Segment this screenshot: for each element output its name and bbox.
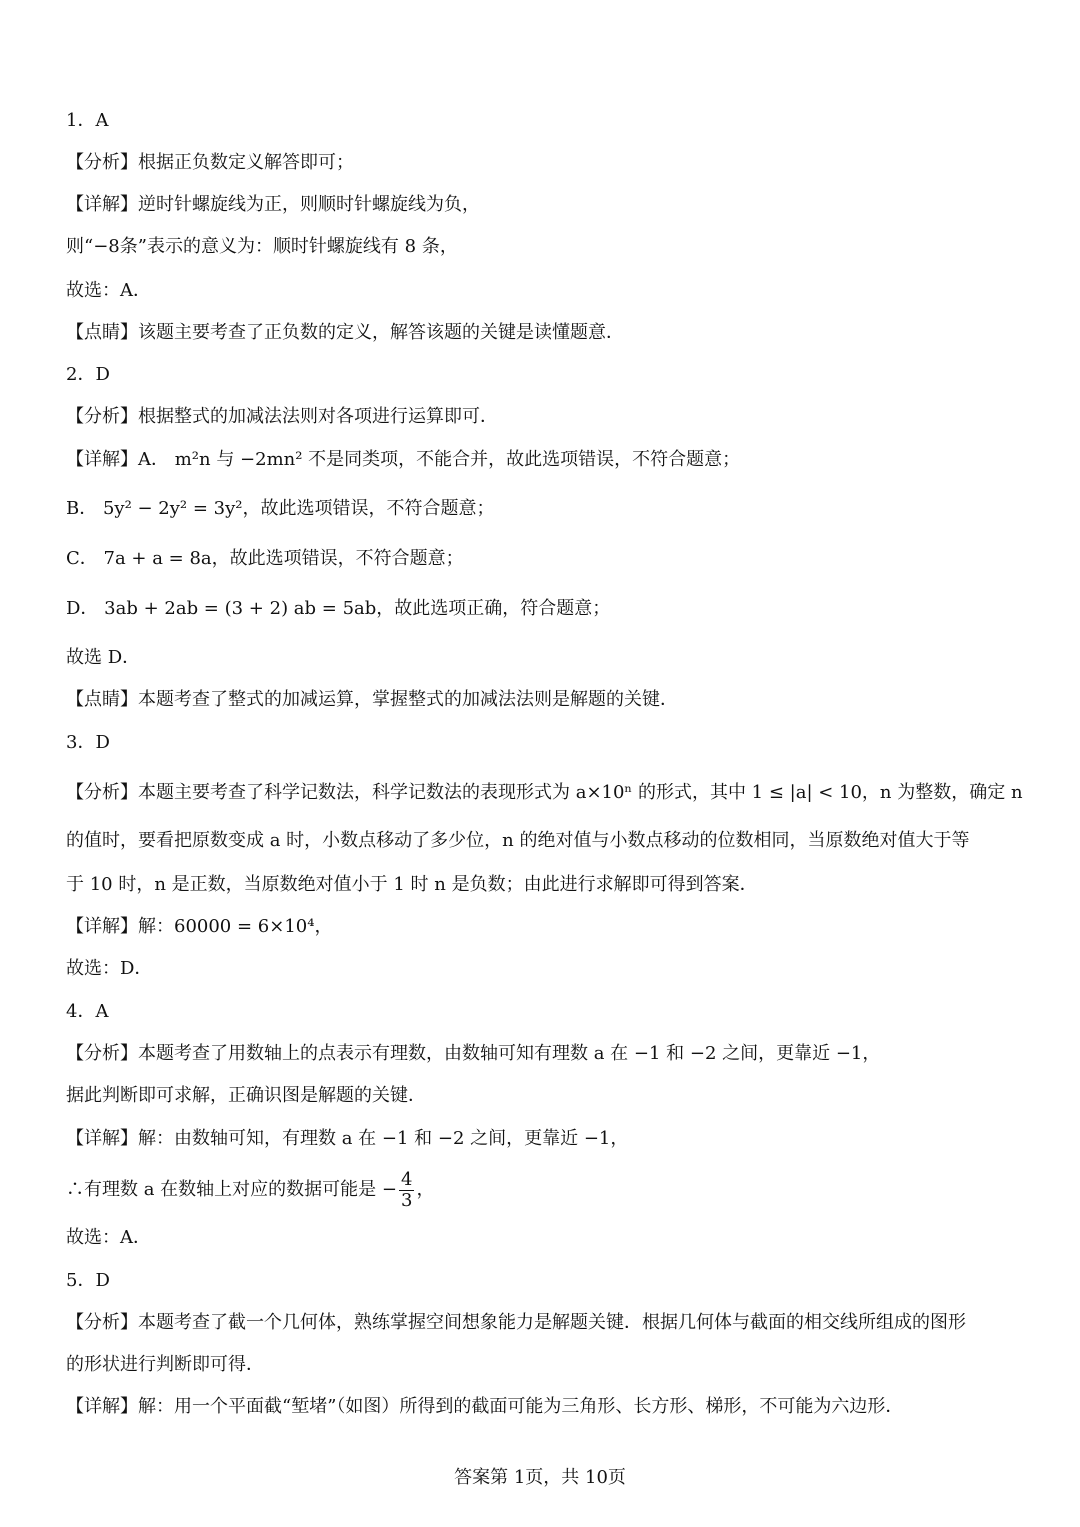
fraction-denominator: 3	[400, 1189, 413, 1211]
q3-analysis-1: 【分析】本题主要考查了科学记数法，科学记数法的表现形式为 a×10ⁿ 的形式，其中 1 ≤ |a| < 10，n 为整数，确定 n	[66, 782, 1023, 803]
q4-analysis-2: 据此判断即可求解，正确识图是解题的关键．	[66, 1085, 426, 1106]
q2-answer: 2．D	[66, 364, 110, 385]
q1-comment: 【点睛】该题主要考查了正负数的定义，解答该题的关键是读懂题意．	[66, 322, 624, 343]
fraction-numerator: 4	[400, 1168, 413, 1190]
q5-answer: 5．D	[66, 1270, 110, 1291]
q1-choice: 故选：A．	[66, 280, 151, 301]
q3-detail: 【详解】解：60000 = 6×10⁴，	[66, 916, 333, 937]
page-footer: 答案第 1页，共 10页	[454, 1467, 626, 1488]
q2-comment: 【点睛】本题考查了整式的加减运算，掌握整式的加减法法则是解题的关键．	[66, 689, 678, 710]
q1-detail-1: 【详解】逆时针螺旋线为正，则顺时针螺旋线为负，	[66, 194, 480, 215]
q3-choice: 故选：D．	[66, 958, 153, 979]
q4-detail-1: 【详解】解：由数轴可知，有理数 a 在 −1 和 −2 之间，更靠近 −1，	[66, 1128, 629, 1149]
q2-analysis: 【分析】根据整式的加减法法则对各项进行运算即可．	[66, 406, 498, 427]
q2-choice: 故选 D．	[66, 647, 141, 668]
q1-analysis: 【分析】根据正负数定义解答即可；	[66, 152, 354, 173]
q5-detail: 【详解】解：用一个平面截“堑堵”（如图）所得到的截面可能为三角形、长方形、梯形，不可能为六边形．	[66, 1396, 904, 1417]
q2-detail-b: B． 5y² − 2y² = 3y²，故此选项错误，不符合题意；	[66, 498, 495, 519]
q1-answer: 1．A	[66, 110, 109, 131]
fraction	[399, 1170, 414, 1211]
q4-analysis-1: 【分析】本题考查了用数轴上的点表示有理数，由数轴可知有理数 a 在 −1 和 −2 之间，更靠近 −1，	[66, 1043, 881, 1064]
q2-detail-a: 【详解】A． m²n 与 −2mn² 不是同类项，不能合并，故此选项错误，不符合题意；	[66, 449, 741, 470]
q5-analysis-2: 的形状进行判断即可得．	[66, 1354, 264, 1375]
q2-detail-d: D． 3ab + 2ab = (3 + 2) ab = 5ab，故此选项正确，符合题意；	[66, 598, 611, 619]
q4-detail-2	[66, 1168, 434, 1212]
q3-answer: 3．D	[66, 732, 110, 753]
q4-answer: 4．A	[66, 1001, 109, 1022]
q3-analysis-3: 于 10 时，n 是正数，当原数绝对值小于 1 时 n 是负数；由此进行求解即可得到答案．	[66, 874, 758, 895]
q4-detail-2-text: ∴有理数 a 在数轴上对应的数据可能是 −	[66, 1179, 397, 1200]
q2-detail-c: C． 7a + a = 8a，故此选项错误，不符合题意；	[66, 548, 464, 569]
q1-detail-2: 则“−8条”表示的意义为：顺时针螺旋线有 8 条，	[66, 236, 458, 257]
q3-analysis-2: 的值时，要看把原数变成 a 时，小数点移动了多少位，n 的绝对值与小数点移动的位数相同，当原数绝对值大于等	[66, 830, 970, 851]
q5-analysis-1: 【分析】本题考查了截一个几何体，熟练掌握空间想象能力是解题关键．根据几何体与截面的相交线所组成的图形	[66, 1312, 966, 1333]
q4-detail-2-end: ，	[416, 1179, 435, 1200]
q4-choice: 故选：A．	[66, 1227, 151, 1248]
